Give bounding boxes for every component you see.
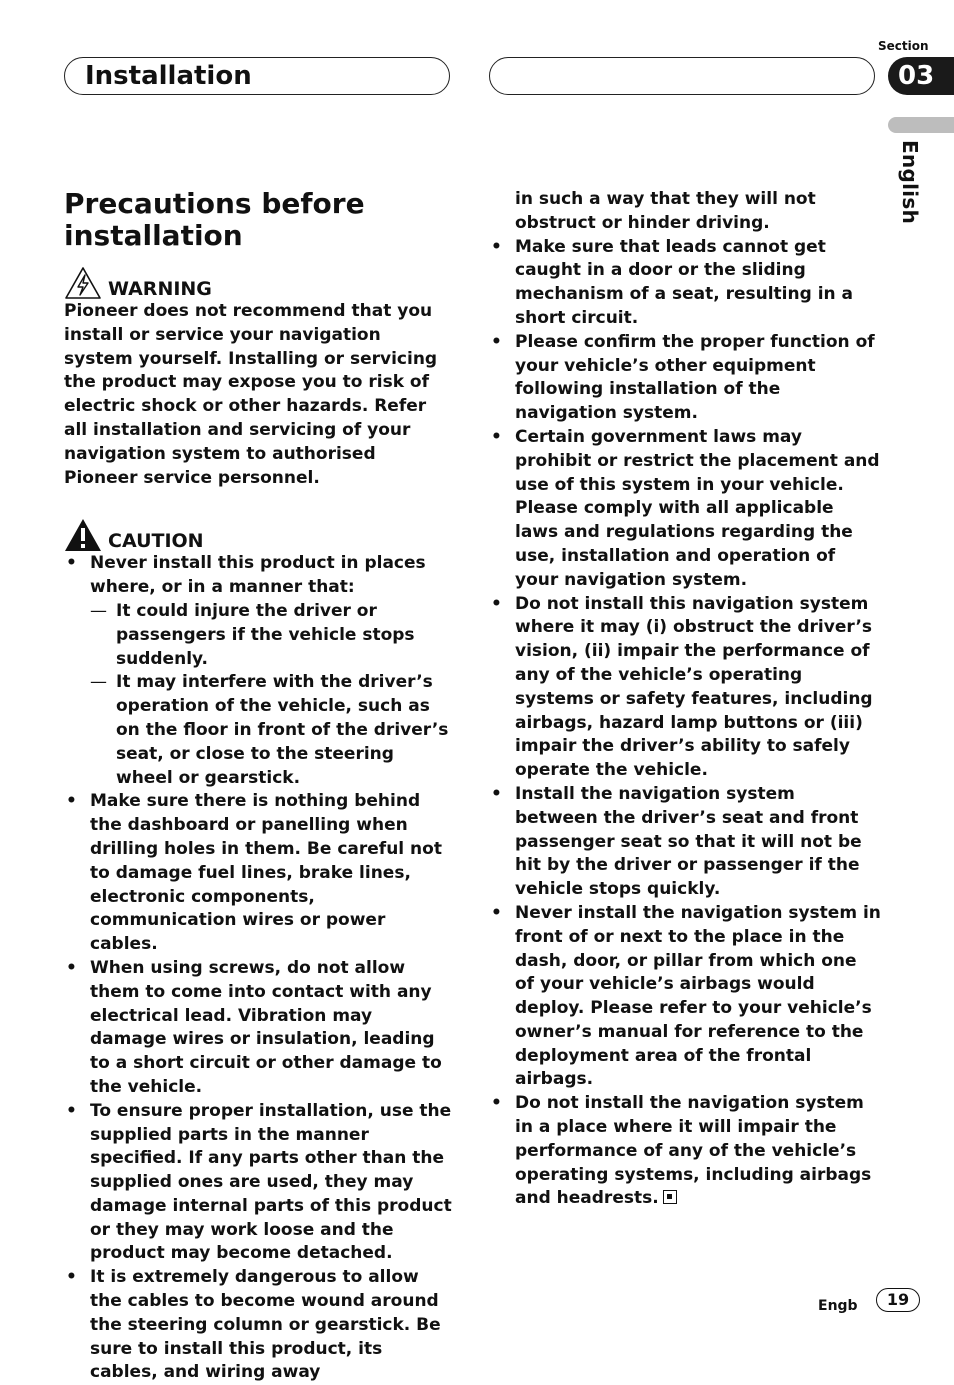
list-item (489, 1092, 881, 1211)
precaution-item-1: • Make sure that leads cannot get caught in a door or the sliding mechanism of a seat, resulting in a short circuit. (489, 236, 881, 331)
header-empty-bar (489, 57, 875, 95)
caution-exclamation-icon (64, 518, 102, 552)
warning-heading (64, 266, 454, 300)
precaution-item-3: • Certain government laws may prohibit or restrict the placement and use of this system in your vehicle. Please comply with all applicable laws and regulations regarding the use, installation and operation of your navigation system. (489, 426, 881, 593)
warning-label: WARNING (108, 278, 212, 300)
precaution-item-5: • Install the navigation system between the driver’s seat and front passenger seat so that it will not be hit by the driver or passenger if the vehicle stops quickly. (489, 783, 881, 902)
section-label: Section (878, 39, 929, 53)
page-heading: Precautions before installation (64, 187, 365, 252)
caution-item-4: • To ensure proper installation, use the supplied parts in the manner specified. If any parts other than the supplied ones are used, they may damage internal parts of this product or they may work loose and the product may become detached. (64, 1100, 454, 1267)
caution-item-1: Never install this product in places where, or in a manner that: (90, 553, 426, 598)
continuation-text: in such a way that they will not obstruct or hinder driving. (515, 189, 816, 233)
left-column (64, 188, 454, 1385)
caution-label: CAUTION (108, 530, 204, 553)
electric-shock-warning-icon (64, 266, 102, 300)
language-tab-bar (888, 117, 954, 133)
precaution-list (489, 236, 881, 1212)
list-item (64, 552, 454, 790)
section-tab (888, 57, 954, 95)
precaution-item-7: Do not install the navigation system in a place where it will impair the performance of any of the vehicle’s operating systems, including airbags and headrests. (515, 1093, 872, 1209)
caution-item-3: • When using screws, do not allow them to come into contact with any electrical lead. Vibration may damage wires or insulation, leading to a short circuit or other damage to the vehicle. (64, 957, 454, 1100)
language-code: Engb (818, 1298, 858, 1314)
caution-subitem-2: — It may interfere with the driver’s operation of the vehicle, such as on the floor in front of the driver’s seat, or close to the steering wheel or gearstick. (90, 671, 454, 790)
caution-subitem-1: — It could injure the driver or passengers if the vehicle stops suddenly. (90, 600, 454, 671)
end-of-section-icon (663, 1190, 677, 1204)
header-title-bar (64, 57, 450, 95)
section-number: 03 (898, 61, 935, 91)
caution-item-5: • It is extremely dangerous to allow the cables to become wound around the steering column or gearstick. Be sure to install this product, its cables, and wiring away (64, 1266, 454, 1385)
precaution-item-2: • Please confirm the proper function of your vehicle’s other equipment following installation of the navigation system. (489, 331, 881, 426)
caution-item-2: • Make sure there is nothing behind the dashboard or panelling when drilling holes in them. Be careful not to damage fuel lines, brake lines, electronic components, communication wires or power cables. (64, 790, 454, 957)
header-title: Installation (85, 61, 252, 91)
caution-heading (64, 518, 454, 552)
right-column (489, 188, 881, 1211)
language-label: English (898, 140, 922, 225)
precaution-item-4: • Do not install this navigation system where it may (i) obstruct the driver’s vision, (ii) impair the performance of any of the vehicle’s operating systems or safety features, including airbags, hazard lamp buttons or (iii) impair the driver’s ability to safely operate the vehicle. (489, 593, 881, 783)
caution-list (64, 552, 454, 1385)
caution-sublist (90, 600, 454, 790)
page-number: 19 (876, 1288, 920, 1312)
warning-text: Pioneer does not recommend that you install or service your navigation system yourself. Installing or servicing the product may expose you to risk of electric shock or other hazards. Refer all installation and servicing of your navigation system to authorised Pioneer service personnel. (64, 301, 438, 488)
precaution-item-6: • Never install the navigation system in front of or next to the place in the dash, door, or pillar from which one of your vehicle’s airbags would deploy. Please refer to your vehicle’s owner’s manual for reference to the deployment area of the frontal airbags. (489, 902, 881, 1092)
